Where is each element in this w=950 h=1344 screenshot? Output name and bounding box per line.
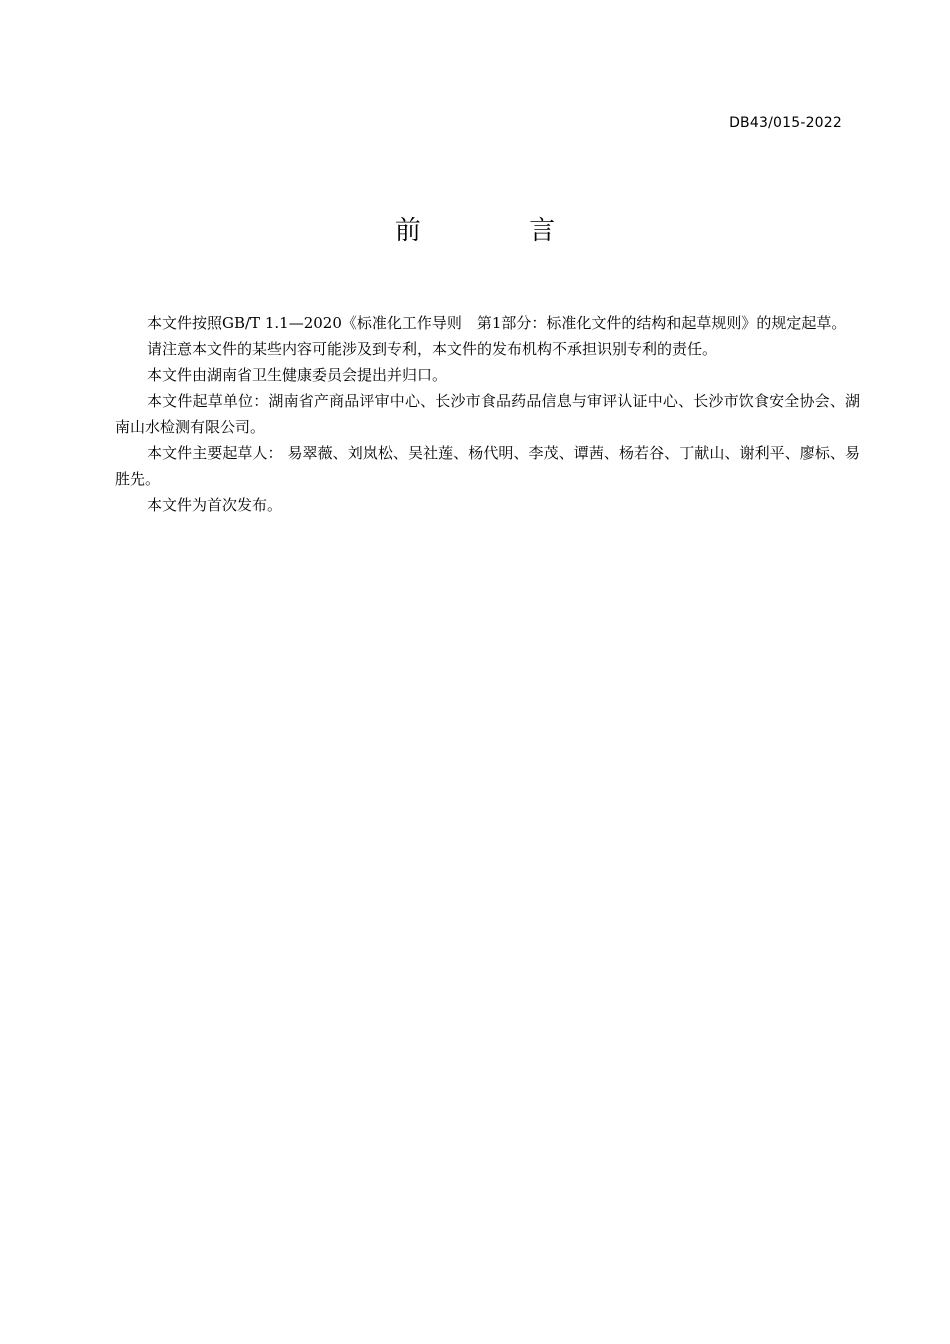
foreword-body: [115, 310, 860, 518]
paragraph-drafters: 本文件主要起草人： 易翠薇、刘岚松、吴社莲、杨代明、李茂、谭茜、杨若谷、丁献山、谢利平、廖标、易胜先。: [115, 444, 860, 488]
paragraph-drafting-units: 本文件起草单位：湖南省产商品评审中心、长沙市食品药品信息与审评认证中心、长沙市饮食安全协会、湖南山水检测有限公司。: [115, 392, 860, 436]
paragraph-first-release: 本文件为首次发布。: [147, 496, 283, 514]
paragraph-patent-notice: 请注意本文件的某些内容可能涉及到专利，本文件的发布机构不承担识别专利的责任。: [147, 340, 718, 358]
document-code: DB43/015-2022: [729, 115, 842, 131]
paragraph-proposer: 本文件由湖南省卫生健康委员会提出并归口。: [147, 366, 448, 384]
page-title: 前 言: [394, 216, 606, 246]
paragraph-standard-basis: 本文件按照GB/T 1.1—2020《标准化工作导则 第1部分：标准化文件的结构和起草规则》的规定起草。: [147, 314, 847, 332]
